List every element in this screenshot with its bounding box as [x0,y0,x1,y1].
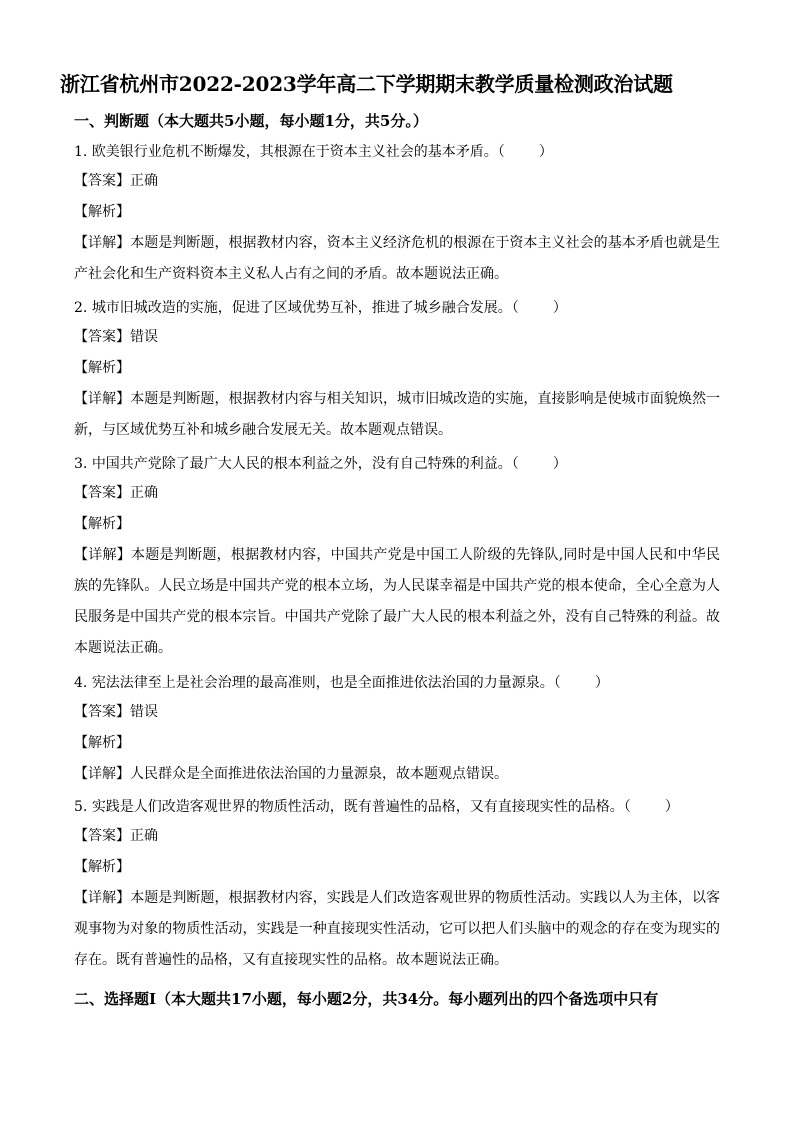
answer-line-2 [74,328,158,346]
analysis-label-1: 【解析】 [74,204,130,220]
answer-label: 【答案】 [74,173,130,189]
detail-paragraph-1 [74,228,720,290]
detail-label: 【详解】 [74,890,131,906]
question-text: 实践是人们改造客观世界的物质性活动，既有普遍性的品格，又有直接现实性的品格。（ [91,799,631,815]
detail-paragraph-4 [74,759,720,790]
answer-label: 【答案】 [74,329,130,345]
section-heading-choice: 二、选择题Ⅰ（本大题共17小题，每小题2分，共34分。每小题列出的四个备选项中只有 [74,990,659,1008]
question-close: ） [594,675,609,691]
answer-line-3 [74,484,158,502]
question-3 [74,453,567,473]
question-2 [74,297,567,317]
detail-text: 人民群众是全面推进依法治国的力量源泉，故本题观点错误。 [130,766,508,782]
question-5 [74,796,679,816]
question-close: ） [552,300,567,316]
question-number: 2. [74,300,88,316]
detail-text: 本题是判断题，根据教材内容与相关知识，城市旧城改造的实施，直接影响是使城市面貌焕然一新，与区域优势互补和城乡融合发展无关。故本题观点错误。 [74,391,721,438]
answer-value: 错误 [130,704,158,720]
detail-label: 【详解】 [74,391,131,407]
answer-value: 错误 [130,329,158,345]
question-text: 欧美银行业危机不断爆发，其根源在于资本主义社会的基本矛盾。（ [91,144,505,160]
answer-line-5 [74,827,158,845]
question-text: 宪法法律至上是社会治理的最高准则，也是全面推进依法治国的力量源泉。（ [91,675,561,691]
detail-paragraph-5 [74,883,720,976]
question-close: ） [664,799,679,815]
detail-paragraph-2 [74,384,720,446]
page-title: 浙江省杭州市2022-2023学年高二下学期期末教学质量检测政治试题 [60,72,673,96]
question-4 [74,672,609,692]
question-number: 4. [74,675,88,691]
answer-label: 【答案】 [74,485,130,501]
question-close: ） [538,144,553,160]
detail-text: 本题是判断题，根据教材内容，中国共产党是中国工人阶级的先锋队,同时是中国人民和中华民族的先锋队。人民立场是中国共产党的根本立场，为人民谋幸福是中国共产党的根本使命，全心全意为人民服务是中国共产党的根本宗旨。中国共产党除了最广大人民的根本利益之外，没有自己特殊的利益。故本题说法正确。 [74,547,720,656]
detail-text: 本题是判断题，根据教材内容，资本主义经济危机的根源在于资本主义社会的基本矛盾也就是生产社会化和生产资料资本主义私人占有之间的矛盾。故本题说法正确。 [74,235,721,282]
detail-label: 【详解】 [74,547,132,563]
detail-paragraph-3 [74,540,720,664]
analysis-label-5: 【解析】 [74,859,130,875]
answer-value: 正确 [130,485,158,501]
answer-label: 【答案】 [74,704,130,720]
section-heading-judgement: 一、判断题（本大题共5小题，每小题1分，共5分。） [74,112,428,130]
answer-line-4 [74,703,158,721]
question-1 [74,141,553,161]
question-number: 3. [74,456,88,472]
question-number: 1. [74,144,88,160]
analysis-label-2: 【解析】 [74,360,130,376]
analysis-label-3: 【解析】 [74,516,130,532]
analysis-label-4: 【解析】 [74,735,130,751]
answer-line-1 [74,172,158,190]
answer-label: 【答案】 [74,828,130,844]
detail-label: 【详解】 [74,235,131,251]
detail-label: 【详解】 [74,766,130,782]
question-close: ） [552,456,567,472]
question-text: 中国共产党除了最广大人民的根本利益之外，没有自己特殊的利益。（ [91,456,519,472]
question-text: 城市旧城改造的实施，促进了区域优势互补，推进了城乡融合发展。（ [91,300,519,316]
detail-text: 本题是判断题，根据教材内容，实践是人们改造客观世界的物质性活动。实践以人为主体，以客观事物为对象的物质性活动，实践是一种直接现实性活动，它可以把人们头脑中的观念的存在变为现实的存在。既有普遍性的品格，又有直接现实性的品格。故本题说法正确。 [74,890,721,968]
answer-value: 正确 [130,828,158,844]
answer-value: 正确 [130,173,158,189]
question-number: 5. [74,799,88,815]
